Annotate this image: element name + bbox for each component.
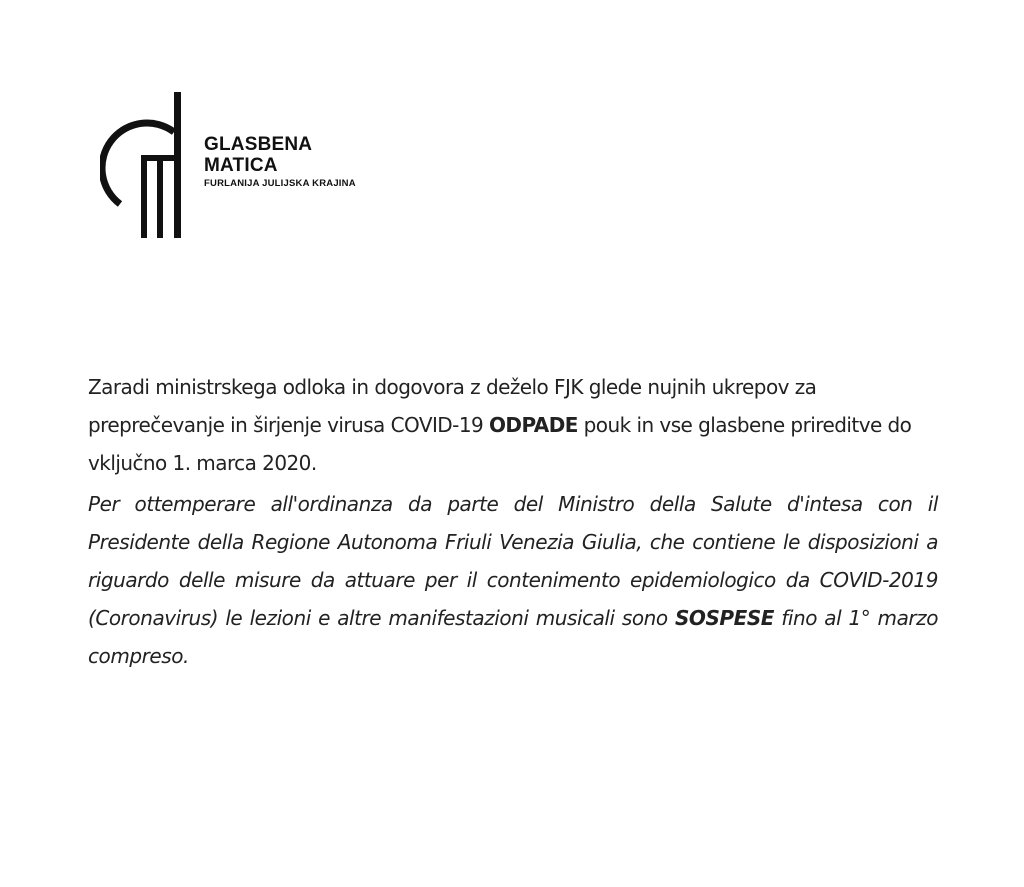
- logo-wordmark: [204, 134, 356, 191]
- logo-title-line2: MATICA: [204, 155, 278, 176]
- logo-subtitle: FURLANIJA JULIJSKA KRAJINA: [204, 178, 356, 189]
- italian-text-end: fino al 1° marzo compreso.: [88, 606, 938, 668]
- logo-title-line1: GLASBENA: [204, 134, 313, 155]
- notice-slovene-paragraph: [88, 368, 938, 482]
- slovene-text-end: pouk in vse glasbene prireditve do vključno 1. marca 2020.: [88, 413, 912, 475]
- gm-logo-mark-icon: [100, 92, 186, 240]
- italian-text-start: Per ottemperare all'ordinanza da parte del Ministro della Salute d'intesa con il Presidente della Regione Autonoma Friuli Venezia Giulia, che contiene le disposizioni a riguardo delle misure da attuare per il contenimento epidemiologico da COVID-2019 (Coronavirus) le lezioni e altre manifestazioni musicali sono: [88, 492, 938, 630]
- glasbena-matica-logo: [100, 92, 400, 242]
- notice-italian-paragraph: [88, 485, 938, 675]
- italian-suspended-label: SOSPESE: [674, 606, 775, 630]
- slovene-text-start: Zaradi ministrskega odloka in dogovora z deželo FJK glede nujnih ukrepov za preprečevanje in širjenje virusa COVID-19: [88, 375, 817, 437]
- slovene-cancelled-label: ODPADE: [488, 413, 578, 437]
- notice-text: [88, 368, 938, 675]
